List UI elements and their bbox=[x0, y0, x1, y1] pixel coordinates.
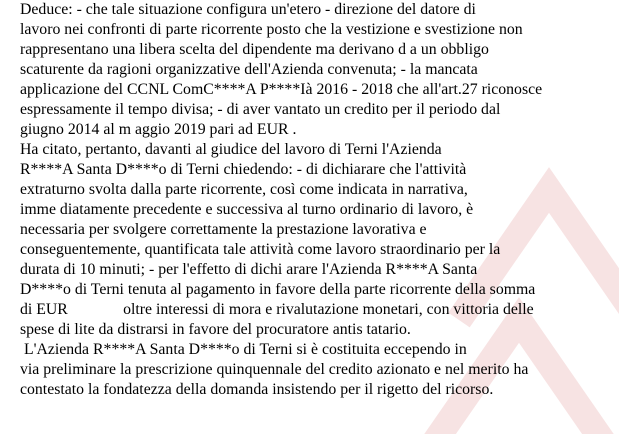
text-line: extraturno svolta dalla parte ricorrente, così come indicata in narrativa, bbox=[20, 181, 468, 198]
text-line: applicazione del CCNL ComC****A P****Ià 2016 - 2018 che all'art.27 riconosce bbox=[20, 81, 543, 98]
text-line: spese di lite da distrarsi in favore del procuratore antis tatario. bbox=[20, 321, 411, 338]
text-line: via preliminare la prescrizione quinquennale del credito azionato e nel merito ha bbox=[20, 361, 529, 378]
text-line: di EUR oltre interessi di mora e rivalutazione monetari, con vittoria delle bbox=[20, 301, 534, 318]
text-line: R****A Santa D****o di Terni chiedendo: - di dichiarare che l'attività bbox=[20, 161, 467, 178]
text-line: giugno 2014 al m aggio 2019 pari ad EUR . bbox=[20, 121, 297, 138]
text-line: L'Azienda R****A Santa D****o di Terni si è costituita eccependo in bbox=[20, 341, 467, 358]
text-line: espressamente il tempo divisa; - di aver vantato un credito per il periodo dal bbox=[20, 101, 501, 118]
text-line: contestato la fondatezza della domanda insistendo per il rigetto del ricorso. bbox=[20, 381, 494, 398]
text-line: lavoro nei confronti di parte ricorrente posto che la vestizione e svestizione non bbox=[20, 21, 523, 38]
text-line: rappresentano una libera scelta del dipendente ma derivano d a un obbligo bbox=[20, 41, 489, 58]
text-line: durata di 10 minuti; - per l'effetto di dichi arare l'Azienda R****A Santa bbox=[20, 261, 478, 278]
text-line: scaturente da ragioni organizzative dell'Azienda convenuta; - la mancata bbox=[20, 61, 478, 78]
text-line: Deduce: - che tale situazione configura un'etero - direzione del datore di bbox=[20, 1, 476, 18]
text-line: conseguentemente, quantificata tale attività come lavoro straordinario per la bbox=[20, 241, 501, 258]
text-line: imme diatamente precedente e successiva al turno ordinario di lavoro, è bbox=[20, 201, 474, 218]
text-line: D****o di Terni tenuta al pagamento in favore della parte ricorrente della somma bbox=[20, 281, 536, 298]
text-line: necessaria per svolgere correttamente la prestazione lavorativa e bbox=[20, 221, 427, 238]
text-line: Ha citato, pertanto, davanti al giudice del lavoro di Terni l'Azienda bbox=[20, 141, 442, 158]
document-body bbox=[20, 0, 615, 400]
